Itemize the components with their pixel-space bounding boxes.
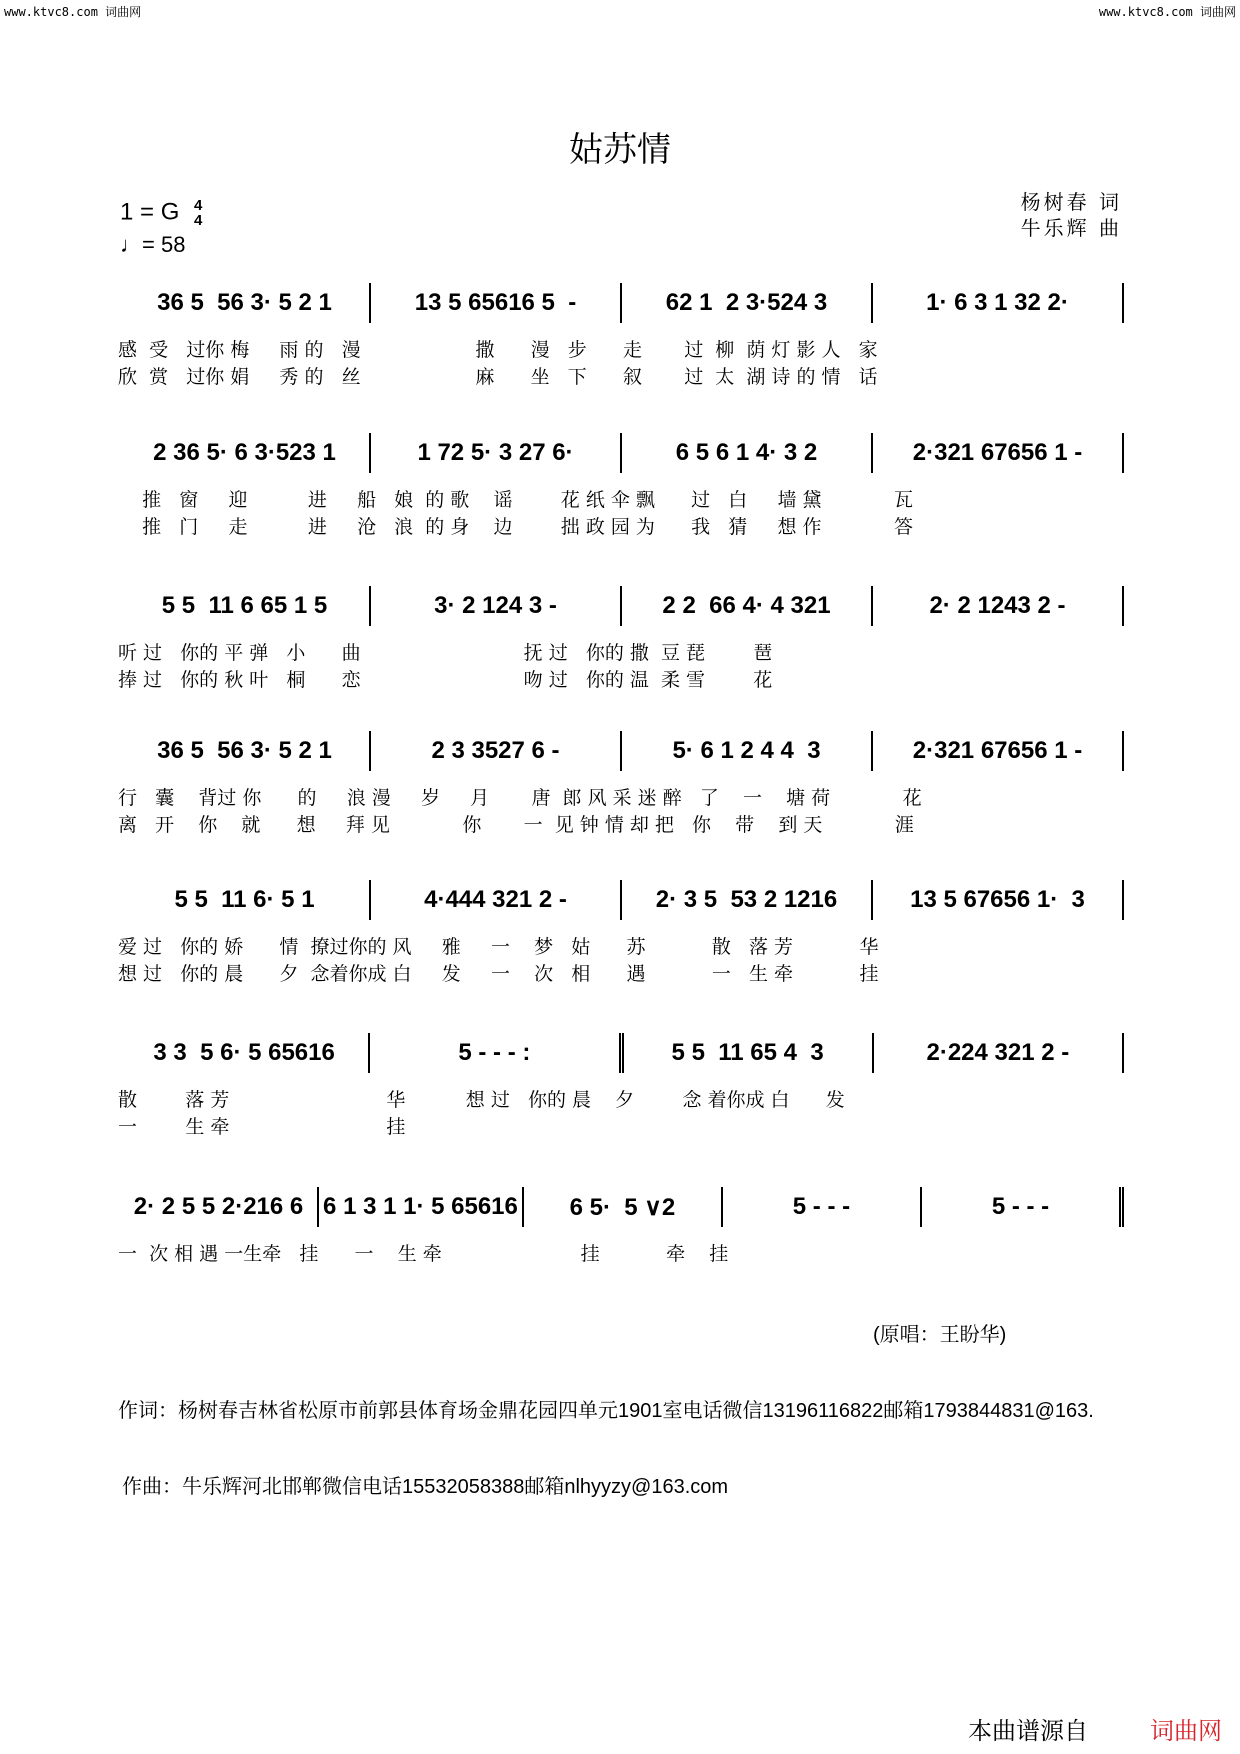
lyric-line-2: 一 生 牵 挂 bbox=[118, 1116, 406, 1138]
lyric-line-2: 推 门 走 进 沧 浪 的 身 边 拙 政 园 为 我 猜 想 作 答 bbox=[118, 516, 913, 538]
measure: 6 5 6 1 4· 3 2 bbox=[622, 433, 873, 473]
key-signature bbox=[120, 198, 202, 228]
measure: 2· 2 1243 2 - bbox=[873, 586, 1124, 626]
time-bottom: 4 bbox=[194, 212, 203, 229]
measure: 13 5 67656 1· 3 bbox=[873, 880, 1124, 920]
measure: 5 - - - : bbox=[370, 1033, 623, 1073]
measure: 2· 3 5 53 2 1216 bbox=[622, 880, 873, 920]
measure: 2 3 3527 6 - bbox=[371, 731, 622, 771]
measure: 36 5 56 3· 5 2 1 bbox=[120, 731, 371, 771]
staff-row bbox=[120, 880, 1124, 920]
staff-row bbox=[120, 1033, 1124, 1073]
staff-row bbox=[120, 586, 1124, 626]
lyric-line-2: 欣 赏 过你 娟 秀 的 丝 麻 坐 下 叙 过 太 湖 诗 的 情 话 bbox=[118, 366, 878, 388]
footer-lyricist-info: 作词：杨树春吉林省松原市前郭县体育场金鼎花园四单元1901室电话微信13196116822邮箱1793844831@163. bbox=[118, 1400, 1094, 1422]
lyric-line-1: 一 次 相 遇 一生牵 挂 一 生 牵 挂 牵 挂 bbox=[118, 1243, 729, 1265]
measure: 6 1 3 1 1· 5 65616 bbox=[319, 1187, 524, 1227]
lyric-line-1: 行 囊 背过 你 的 浪 漫 岁 月 唐 郎 风 采 迷 醉 了 一 塘 荷 花 bbox=[118, 787, 922, 809]
lyric-line-2: 想 过 你的 晨 夕 念着你成 白 发 一 次 相 遇 一 生 牵 挂 bbox=[118, 963, 879, 985]
composer-credit: 牛乐辉 曲 bbox=[1020, 216, 1122, 240]
measure: 5 5 11 6· 5 1 bbox=[120, 880, 371, 920]
time-top: 4 bbox=[194, 197, 203, 214]
measure: 2· 2 5 5 2·216 6 bbox=[120, 1187, 319, 1227]
lyric-line-1: 听 过 你的 平 弹 小 曲 抚 过 你的 撒 豆 琵 琶 bbox=[118, 642, 773, 664]
measure: 5 - - - bbox=[922, 1187, 1124, 1227]
lyric-line-2: 离 开 你 就 想 拜 见 你 一 见 钟 情 却 把 你 带 到 天 涯 bbox=[118, 814, 914, 836]
measure: 2·321 67656 1 - bbox=[873, 731, 1124, 771]
tempo-marking: ♩= 58 bbox=[120, 232, 186, 257]
measure: 4·444 321 2 - bbox=[371, 880, 622, 920]
lyric-line-1: 散 落 芳 华 想 过 你的 晨 夕 念 着你成 白 发 bbox=[118, 1089, 845, 1111]
time-signature bbox=[194, 198, 202, 228]
key-text: 1 = G bbox=[120, 198, 180, 226]
lyric-line-2: 捧 过 你的 秋 叶 桐 恋 吻 过 你的 温 柔 雪 花 bbox=[118, 669, 773, 691]
measure: 5· 6 1 2 4 4 3 bbox=[622, 731, 873, 771]
lyric-line-1: 感 受 过你 梅 雨 的 漫 撒 漫 步 走 过 柳 荫 灯 影 人 家 bbox=[118, 339, 878, 361]
measure: 62 1 2 3·524 3 bbox=[622, 283, 873, 323]
measure: 3 3 5 6· 5 65616 bbox=[120, 1033, 370, 1073]
staff-row bbox=[120, 433, 1124, 473]
lyric-line-1: 推 窗 迎 进 船 娘 的 歌 谣 花 纸 伞 飘 过 白 墙 黛 瓦 bbox=[118, 489, 913, 511]
source-site-logo[interactable]: 词曲网 bbox=[1150, 1717, 1222, 1745]
measure: 36 5 56 3· 5 2 1 bbox=[120, 283, 371, 323]
site-watermark-right[interactable]: www.ktvc8.com 词曲网 bbox=[1098, 5, 1236, 19]
site-watermark-left[interactable]: www.ktvc8.com 词曲网 bbox=[4, 5, 142, 19]
measure: 1· 6 3 1 32 2· bbox=[873, 283, 1124, 323]
measure: 1 72 5· 3 27 6· bbox=[371, 433, 622, 473]
song-title: 姑苏情 bbox=[569, 130, 671, 170]
footer-composer-info: 作曲：牛乐辉河北邯郸微信电话15532058388邮箱nlhyyzy@163.com bbox=[122, 1476, 729, 1498]
source-label: 本曲谱源自 bbox=[968, 1717, 1088, 1745]
measure: 2 2 66 4· 4 321 bbox=[622, 586, 873, 626]
measure: 5 5 11 65 4 3 bbox=[624, 1033, 874, 1073]
measure: 3· 2 124 3 - bbox=[371, 586, 622, 626]
measure: 6 5· 5 ∨2 bbox=[524, 1187, 723, 1227]
measure: 2 36 5· 6 3·523 1 bbox=[120, 433, 371, 473]
lyric-line-1: 爱 过 你的 娇 情 撩过你的 风 雅 一 梦 姑 苏 散 落 芳 华 bbox=[118, 936, 879, 958]
measure: 2·321 67656 1 - bbox=[873, 433, 1124, 473]
original-singer: (原唱：王盼华) bbox=[873, 1324, 1007, 1346]
staff-row bbox=[120, 731, 1124, 771]
staff-row bbox=[120, 283, 1124, 323]
measure: 2·224 321 2 - bbox=[874, 1033, 1124, 1073]
measure: 13 5 65616 5 - bbox=[371, 283, 622, 323]
lyricist-credit: 杨树春 词 bbox=[1020, 190, 1122, 214]
staff-row bbox=[120, 1187, 1124, 1227]
measure: 5 5 11 6 65 1 5 bbox=[120, 586, 371, 626]
measure: 5 - - - bbox=[723, 1187, 922, 1227]
